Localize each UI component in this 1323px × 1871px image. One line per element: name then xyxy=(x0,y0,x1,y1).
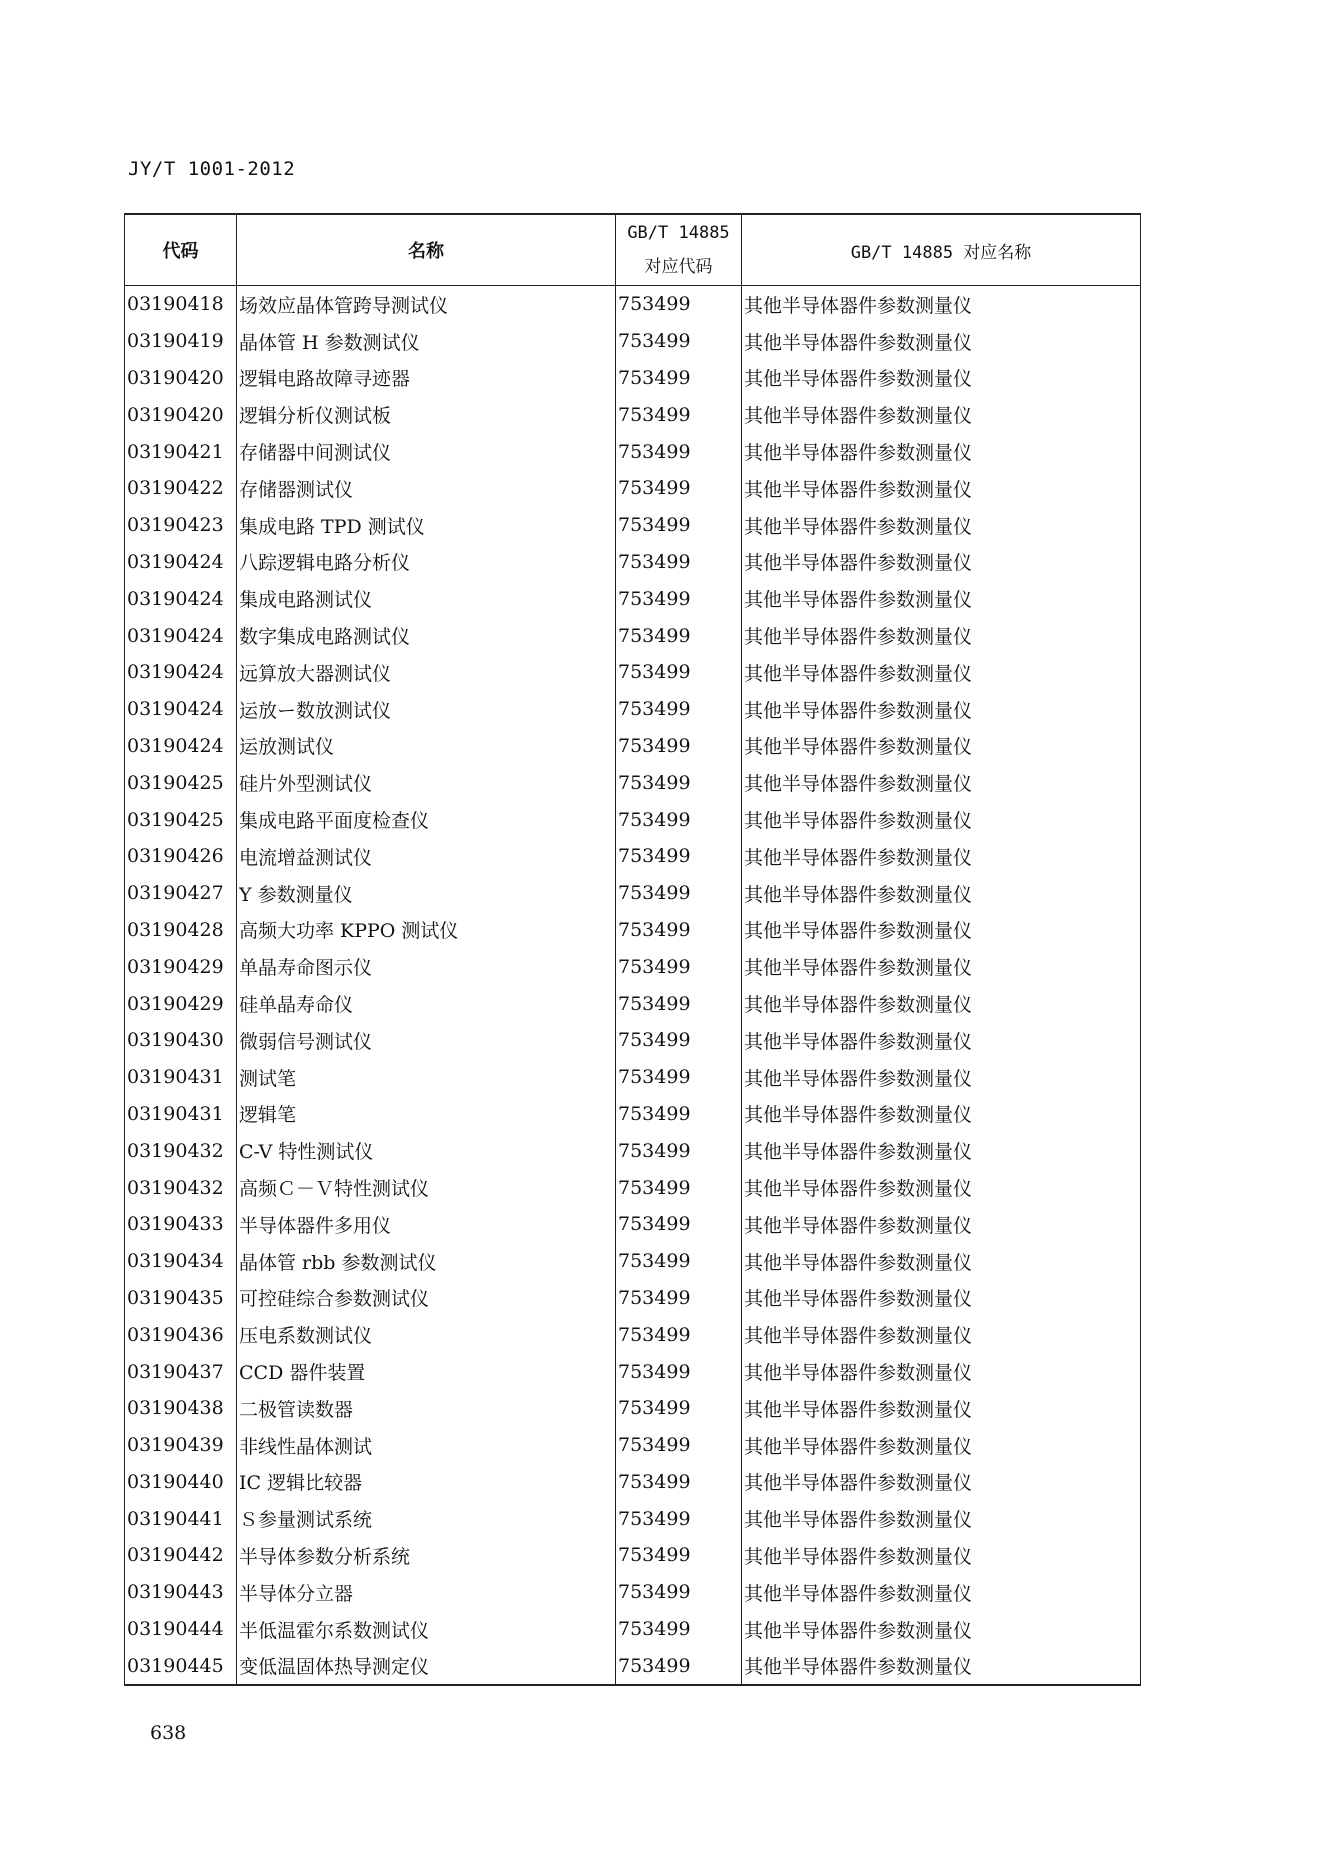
cell-name: 远算放大器测试仪 xyxy=(237,654,616,691)
cell-gb-name: 其他半导体器件参数测量仪 xyxy=(742,1390,1141,1427)
document-standard-code: JY/T 1001-2012 xyxy=(128,158,296,180)
cell-gb-name: 其他半导体器件参数测量仪 xyxy=(742,875,1141,912)
cell-name: 运放测试仪 xyxy=(237,728,616,765)
cell-gb-code: 753499 xyxy=(616,617,742,654)
cell-gb-name: 其他半导体器件参数测量仪 xyxy=(742,433,1141,470)
table-row xyxy=(125,1206,1141,1243)
cell-gb-code: 753499 xyxy=(616,985,742,1022)
table-row xyxy=(125,1500,1141,1537)
cell-gb-code: 753499 xyxy=(616,470,742,507)
cell-code: 03190444 xyxy=(125,1611,237,1648)
table-row xyxy=(125,396,1141,433)
cell-gb-code: 753499 xyxy=(616,323,742,360)
cell-code: 03190424 xyxy=(125,580,237,617)
cell-gb-code: 753499 xyxy=(616,1574,742,1611)
cell-code: 03190418 xyxy=(125,286,237,323)
cell-name: CCD 器件装置 xyxy=(237,1353,616,1390)
table-row xyxy=(125,544,1141,581)
table-row xyxy=(125,1611,1141,1648)
code-mapping-table xyxy=(124,213,1141,1686)
cell-gb-code: 753499 xyxy=(616,360,742,397)
cell-code: 03190442 xyxy=(125,1537,237,1574)
cell-code: 03190427 xyxy=(125,875,237,912)
cell-name: 逻辑分析仪测试板 xyxy=(237,396,616,433)
cell-gb-name: 其他半导体器件参数测量仪 xyxy=(742,470,1141,507)
cell-gb-name: 其他半导体器件参数测量仪 xyxy=(742,764,1141,801)
cell-code: 03190424 xyxy=(125,691,237,728)
cell-code: 03190437 xyxy=(125,1353,237,1390)
cell-name: 电流增益测试仪 xyxy=(237,838,616,875)
cell-gb-code: 753499 xyxy=(616,1132,742,1169)
table-row xyxy=(125,1022,1141,1059)
cell-code: 03190431 xyxy=(125,1096,237,1133)
cell-gb-code: 753499 xyxy=(616,912,742,949)
table-row xyxy=(125,1647,1141,1685)
table-header-row xyxy=(125,214,1141,286)
cell-name: 半导体分立器 xyxy=(237,1574,616,1611)
cell-gb-code: 753499 xyxy=(616,1316,742,1353)
table-row xyxy=(125,1390,1141,1427)
cell-gb-name: 其他半导体器件参数测量仪 xyxy=(742,691,1141,728)
cell-gb-code: 753499 xyxy=(616,1206,742,1243)
cell-code: 03190443 xyxy=(125,1574,237,1611)
table-row xyxy=(125,801,1141,838)
table-row xyxy=(125,433,1141,470)
cell-gb-code: 753499 xyxy=(616,1096,742,1133)
cell-gb-code: 753499 xyxy=(616,1647,742,1685)
cell-name: Ｓ参量测试系统 xyxy=(237,1500,616,1537)
cell-name: 场效应晶体管跨导测试仪 xyxy=(237,286,616,323)
cell-gb-code: 753499 xyxy=(616,507,742,544)
table-row xyxy=(125,507,1141,544)
cell-gb-code: 753499 xyxy=(616,580,742,617)
cell-name: 集成电路测试仪 xyxy=(237,580,616,617)
table-row xyxy=(125,617,1141,654)
cell-code: 03190424 xyxy=(125,544,237,581)
cell-code: 03190436 xyxy=(125,1316,237,1353)
cell-gb-code: 753499 xyxy=(616,654,742,691)
cell-code: 03190424 xyxy=(125,654,237,691)
cell-gb-name: 其他半导体器件参数测量仪 xyxy=(742,360,1141,397)
cell-code: 03190428 xyxy=(125,912,237,949)
table-row xyxy=(125,1059,1141,1096)
cell-name: 非线性晶体测试 xyxy=(237,1427,616,1464)
cell-name: 二极管读数器 xyxy=(237,1390,616,1427)
cell-code: 03190420 xyxy=(125,396,237,433)
cell-gb-name: 其他半导体器件参数测量仪 xyxy=(742,1647,1141,1685)
cell-gb-code: 753499 xyxy=(616,764,742,801)
cell-gb-name: 其他半导体器件参数测量仪 xyxy=(742,654,1141,691)
cell-code: 03190424 xyxy=(125,728,237,765)
cell-code: 03190434 xyxy=(125,1243,237,1280)
table-row xyxy=(125,1316,1141,1353)
table-row xyxy=(125,948,1141,985)
column-header-gb-name: GB/T 14885 对应名称 xyxy=(742,214,1141,286)
cell-gb-name: 其他半导体器件参数测量仪 xyxy=(742,1059,1141,1096)
table-row xyxy=(125,1464,1141,1501)
table-row xyxy=(125,360,1141,397)
table-row xyxy=(125,1132,1141,1169)
cell-gb-code: 753499 xyxy=(616,1353,742,1390)
cell-gb-code: 753499 xyxy=(616,1169,742,1206)
cell-name: C-V 特性测试仪 xyxy=(237,1132,616,1169)
table-row xyxy=(125,1537,1141,1574)
table-row xyxy=(125,728,1141,765)
cell-gb-name: 其他半导体器件参数测量仪 xyxy=(742,801,1141,838)
cell-gb-code: 753499 xyxy=(616,1500,742,1537)
cell-gb-name: 其他半导体器件参数测量仪 xyxy=(742,1243,1141,1280)
column-header-code: 代码 xyxy=(125,214,237,286)
cell-gb-code: 753499 xyxy=(616,948,742,985)
cell-code: 03190429 xyxy=(125,985,237,1022)
column-header-gb-code xyxy=(616,214,742,286)
cell-gb-name: 其他半导体器件参数测量仪 xyxy=(742,580,1141,617)
table-row xyxy=(125,1243,1141,1280)
cell-gb-name: 其他半导体器件参数测量仪 xyxy=(742,1132,1141,1169)
table-row xyxy=(125,875,1141,912)
cell-gb-name: 其他半导体器件参数测量仪 xyxy=(742,1353,1141,1390)
cell-code: 03190429 xyxy=(125,948,237,985)
cell-gb-code: 753499 xyxy=(616,544,742,581)
table-row xyxy=(125,1280,1141,1317)
table-row xyxy=(125,1096,1141,1133)
table-row xyxy=(125,838,1141,875)
cell-gb-name: 其他半导体器件参数测量仪 xyxy=(742,728,1141,765)
cell-name: 压电系数测试仪 xyxy=(237,1316,616,1353)
cell-code: 03190420 xyxy=(125,360,237,397)
cell-gb-code: 753499 xyxy=(616,1537,742,1574)
cell-name: 晶体管 rbb 参数测试仪 xyxy=(237,1243,616,1280)
cell-code: 03190433 xyxy=(125,1206,237,1243)
cell-name: 单晶寿命图示仪 xyxy=(237,948,616,985)
table-row xyxy=(125,1353,1141,1390)
cell-name: 晶体管 H 参数测试仪 xyxy=(237,323,616,360)
cell-code: 03190425 xyxy=(125,801,237,838)
cell-name: 运放ー数放测试仪 xyxy=(237,691,616,728)
cell-code: 03190439 xyxy=(125,1427,237,1464)
table-row xyxy=(125,1427,1141,1464)
cell-code: 03190430 xyxy=(125,1022,237,1059)
cell-gb-code: 753499 xyxy=(616,396,742,433)
cell-name: 存储器测试仪 xyxy=(237,470,616,507)
cell-name: 高频大功率 KPPO 测试仪 xyxy=(237,912,616,949)
table-body xyxy=(125,286,1141,1686)
cell-name: 硅单晶寿命仪 xyxy=(237,985,616,1022)
table-row xyxy=(125,1574,1141,1611)
cell-name: 变低温固体热导测定仪 xyxy=(237,1647,616,1685)
table-row xyxy=(125,470,1141,507)
cell-name: 半导体器件多用仪 xyxy=(237,1206,616,1243)
cell-gb-code: 753499 xyxy=(616,1059,742,1096)
table-row xyxy=(125,1169,1141,1206)
cell-gb-name: 其他半导体器件参数测量仪 xyxy=(742,1537,1141,1574)
cell-name: 八踪逻辑电路分析仪 xyxy=(237,544,616,581)
cell-name: Y 参数测量仪 xyxy=(237,875,616,912)
table-row xyxy=(125,286,1141,323)
cell-code: 03190441 xyxy=(125,1500,237,1537)
cell-code: 03190431 xyxy=(125,1059,237,1096)
cell-code: 03190426 xyxy=(125,838,237,875)
cell-gb-code: 753499 xyxy=(616,875,742,912)
cell-name: 集成电路平面度检查仪 xyxy=(237,801,616,838)
cell-name: 硅片外型测试仪 xyxy=(237,764,616,801)
cell-name: 测试笔 xyxy=(237,1059,616,1096)
cell-gb-code: 753499 xyxy=(616,1464,742,1501)
cell-code: 03190435 xyxy=(125,1280,237,1317)
cell-gb-name: 其他半导体器件参数测量仪 xyxy=(742,323,1141,360)
cell-gb-code: 753499 xyxy=(616,1427,742,1464)
cell-name: 可控硅综合参数测试仪 xyxy=(237,1280,616,1317)
cell-name: 半导体参数分析系统 xyxy=(237,1537,616,1574)
cell-gb-code: 753499 xyxy=(616,1280,742,1317)
cell-code: 03190419 xyxy=(125,323,237,360)
table-row xyxy=(125,654,1141,691)
cell-code: 03190432 xyxy=(125,1169,237,1206)
cell-code: 03190424 xyxy=(125,617,237,654)
cell-gb-name: 其他半导体器件参数测量仪 xyxy=(742,1574,1141,1611)
cell-gb-name: 其他半导体器件参数测量仪 xyxy=(742,948,1141,985)
cell-gb-name: 其他半导体器件参数测量仪 xyxy=(742,912,1141,949)
cell-gb-name: 其他半导体器件参数测量仪 xyxy=(742,1206,1141,1243)
cell-code: 03190422 xyxy=(125,470,237,507)
table-row xyxy=(125,323,1141,360)
cell-gb-code: 753499 xyxy=(616,691,742,728)
table-row xyxy=(125,985,1141,1022)
cell-gb-code: 753499 xyxy=(616,1611,742,1648)
cell-gb-name: 其他半导体器件参数测量仪 xyxy=(742,1096,1141,1133)
cell-code: 03190421 xyxy=(125,433,237,470)
cell-name: 逻辑笔 xyxy=(237,1096,616,1133)
cell-gb-name: 其他半导体器件参数测量仪 xyxy=(742,1611,1141,1648)
cell-gb-code: 753499 xyxy=(616,1390,742,1427)
cell-gb-code: 753499 xyxy=(616,286,742,323)
cell-gb-code: 753499 xyxy=(616,433,742,470)
cell-code: 03190423 xyxy=(125,507,237,544)
cell-gb-name: 其他半导体器件参数测量仪 xyxy=(742,1022,1141,1059)
cell-gb-name: 其他半导体器件参数测量仪 xyxy=(742,1316,1141,1353)
page-number: 638 xyxy=(150,1722,187,1744)
cell-gb-code: 753499 xyxy=(616,838,742,875)
cell-gb-code: 753499 xyxy=(616,1022,742,1059)
table-row xyxy=(125,580,1141,617)
cell-name: 数字集成电路测试仪 xyxy=(237,617,616,654)
cell-name: 微弱信号测试仪 xyxy=(237,1022,616,1059)
cell-name: 集成电路 TPD 测试仪 xyxy=(237,507,616,544)
cell-gb-name: 其他半导体器件参数测量仪 xyxy=(742,1169,1141,1206)
cell-code: 03190445 xyxy=(125,1647,237,1685)
cell-gb-name: 其他半导体器件参数测量仪 xyxy=(742,396,1141,433)
cell-gb-name: 其他半导体器件参数测量仪 xyxy=(742,507,1141,544)
cell-name: IC 逻辑比较器 xyxy=(237,1464,616,1501)
cell-code: 03190438 xyxy=(125,1390,237,1427)
cell-gb-name: 其他半导体器件参数测量仪 xyxy=(742,544,1141,581)
cell-name: 逻辑电路故障寻迹器 xyxy=(237,360,616,397)
cell-gb-code: 753499 xyxy=(616,1243,742,1280)
cell-name: 高频Ｃ－Ｖ特性测试仪 xyxy=(237,1169,616,1206)
cell-code: 03190432 xyxy=(125,1132,237,1169)
cell-gb-code: 753499 xyxy=(616,728,742,765)
column-header-gb-code-line1: GB/T 14885 xyxy=(627,223,730,243)
cell-gb-name: 其他半导体器件参数测量仪 xyxy=(742,1500,1141,1537)
table-row xyxy=(125,912,1141,949)
cell-name: 存储器中间测试仪 xyxy=(237,433,616,470)
table-row xyxy=(125,764,1141,801)
cell-gb-name: 其他半导体器件参数测量仪 xyxy=(742,1427,1141,1464)
cell-gb-name: 其他半导体器件参数测量仪 xyxy=(742,1464,1141,1501)
column-header-gb-code-line2: 对应代码 xyxy=(644,257,713,277)
cell-gb-code: 753499 xyxy=(616,801,742,838)
table-row xyxy=(125,691,1141,728)
cell-gb-name: 其他半导体器件参数测量仪 xyxy=(742,1280,1141,1317)
cell-gb-name: 其他半导体器件参数测量仪 xyxy=(742,286,1141,323)
cell-code: 03190425 xyxy=(125,764,237,801)
cell-gb-name: 其他半导体器件参数测量仪 xyxy=(742,617,1141,654)
cell-name: 半低温霍尔系数测试仪 xyxy=(237,1611,616,1648)
column-header-name: 名称 xyxy=(237,214,616,286)
cell-code: 03190440 xyxy=(125,1464,237,1501)
cell-gb-name: 其他半导体器件参数测量仪 xyxy=(742,838,1141,875)
cell-gb-name: 其他半导体器件参数测量仪 xyxy=(742,985,1141,1022)
